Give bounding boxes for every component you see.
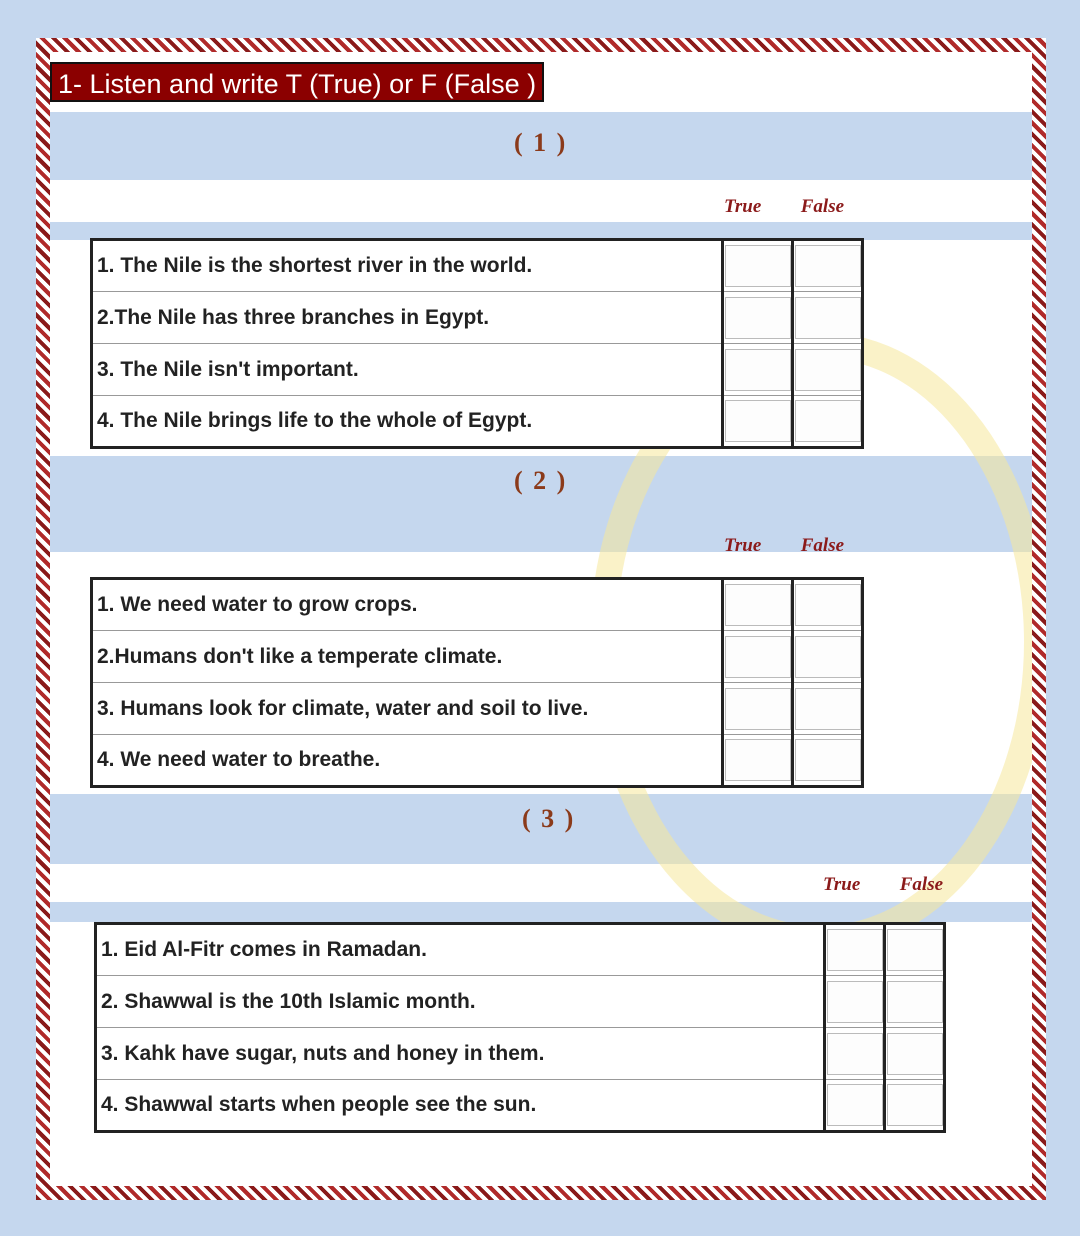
statement-text: 4. The Nile brings life to the whole of Egypt. bbox=[92, 396, 723, 448]
false-answer-box[interactable] bbox=[793, 292, 863, 344]
table-row bbox=[92, 683, 863, 735]
worksheet-page bbox=[50, 52, 1032, 1186]
true-false-header bbox=[724, 535, 844, 557]
section-number: ( 1 ) bbox=[514, 128, 568, 157]
statements-table bbox=[94, 922, 946, 1133]
true-answer-box[interactable] bbox=[723, 735, 793, 787]
exercise-heading: 1- Listen and write T (True) or F (False ) bbox=[50, 62, 544, 102]
false-answer-box[interactable] bbox=[793, 344, 863, 396]
false-answer-box[interactable] bbox=[885, 976, 945, 1028]
statement-text: 4. We need water to breathe. bbox=[92, 735, 723, 787]
statement-text: 3. The Nile isn't important. bbox=[92, 344, 723, 396]
true-answer-box[interactable] bbox=[723, 631, 793, 683]
table-row bbox=[96, 976, 945, 1028]
table-row bbox=[92, 344, 863, 396]
true-answer-box[interactable] bbox=[723, 292, 793, 344]
false-column-label: False bbox=[899, 874, 944, 895]
false-answer-box[interactable] bbox=[793, 631, 863, 683]
statements-table bbox=[90, 577, 864, 788]
statement-text: 1. Eid Al-Fitr comes in Ramadan. bbox=[96, 924, 825, 976]
false-answer-box[interactable] bbox=[793, 240, 863, 292]
table-row bbox=[92, 631, 863, 683]
true-answer-box[interactable] bbox=[825, 1080, 885, 1132]
statement-text: 2.Humans don't like a temperate climate. bbox=[92, 631, 723, 683]
false-answer-box[interactable] bbox=[793, 396, 863, 448]
true-column-label: True bbox=[724, 535, 762, 556]
false-column-label: False bbox=[800, 196, 845, 217]
table-row bbox=[92, 579, 863, 631]
true-answer-box[interactable] bbox=[723, 396, 793, 448]
statement-text: 2. Shawwal is the 10th Islamic month. bbox=[96, 976, 825, 1028]
statement-text: 3. Humans look for climate, water and soil to live. bbox=[92, 683, 723, 735]
true-answer-box[interactable] bbox=[825, 976, 885, 1028]
table-row bbox=[92, 396, 863, 448]
table-row bbox=[96, 1080, 945, 1132]
true-answer-box[interactable] bbox=[723, 683, 793, 735]
true-column-label: True bbox=[724, 196, 762, 217]
true-false-header bbox=[724, 196, 844, 218]
statement-text: 1. The Nile is the shortest river in the world. bbox=[92, 240, 723, 292]
table-row bbox=[92, 240, 863, 292]
true-false-header bbox=[823, 874, 943, 896]
false-answer-box[interactable] bbox=[793, 735, 863, 787]
false-answer-box[interactable] bbox=[885, 1028, 945, 1080]
true-answer-box[interactable] bbox=[723, 344, 793, 396]
false-answer-box[interactable] bbox=[885, 1080, 945, 1132]
true-answer-box[interactable] bbox=[723, 579, 793, 631]
statement-text: 1. We need water to grow crops. bbox=[92, 579, 723, 631]
section-number: ( 3 ) bbox=[522, 804, 576, 833]
table-row bbox=[96, 1028, 945, 1080]
table-row bbox=[92, 735, 863, 787]
false-answer-box[interactable] bbox=[793, 683, 863, 735]
statement-text: 4. Shawwal starts when people see the sun. bbox=[96, 1080, 825, 1132]
true-answer-box[interactable] bbox=[723, 240, 793, 292]
statement-text: 3. Kahk have sugar, nuts and honey in them. bbox=[96, 1028, 825, 1080]
true-answer-box[interactable] bbox=[825, 924, 885, 976]
table-row bbox=[96, 924, 945, 976]
statements-table bbox=[90, 238, 864, 449]
false-answer-box[interactable] bbox=[793, 579, 863, 631]
table-row bbox=[92, 292, 863, 344]
true-column-label: True bbox=[823, 874, 861, 895]
section-number: ( 2 ) bbox=[514, 466, 568, 495]
false-column-label: False bbox=[800, 535, 845, 556]
true-answer-box[interactable] bbox=[825, 1028, 885, 1080]
false-answer-box[interactable] bbox=[885, 924, 945, 976]
statement-text: 2.The Nile has three branches in Egypt. bbox=[92, 292, 723, 344]
